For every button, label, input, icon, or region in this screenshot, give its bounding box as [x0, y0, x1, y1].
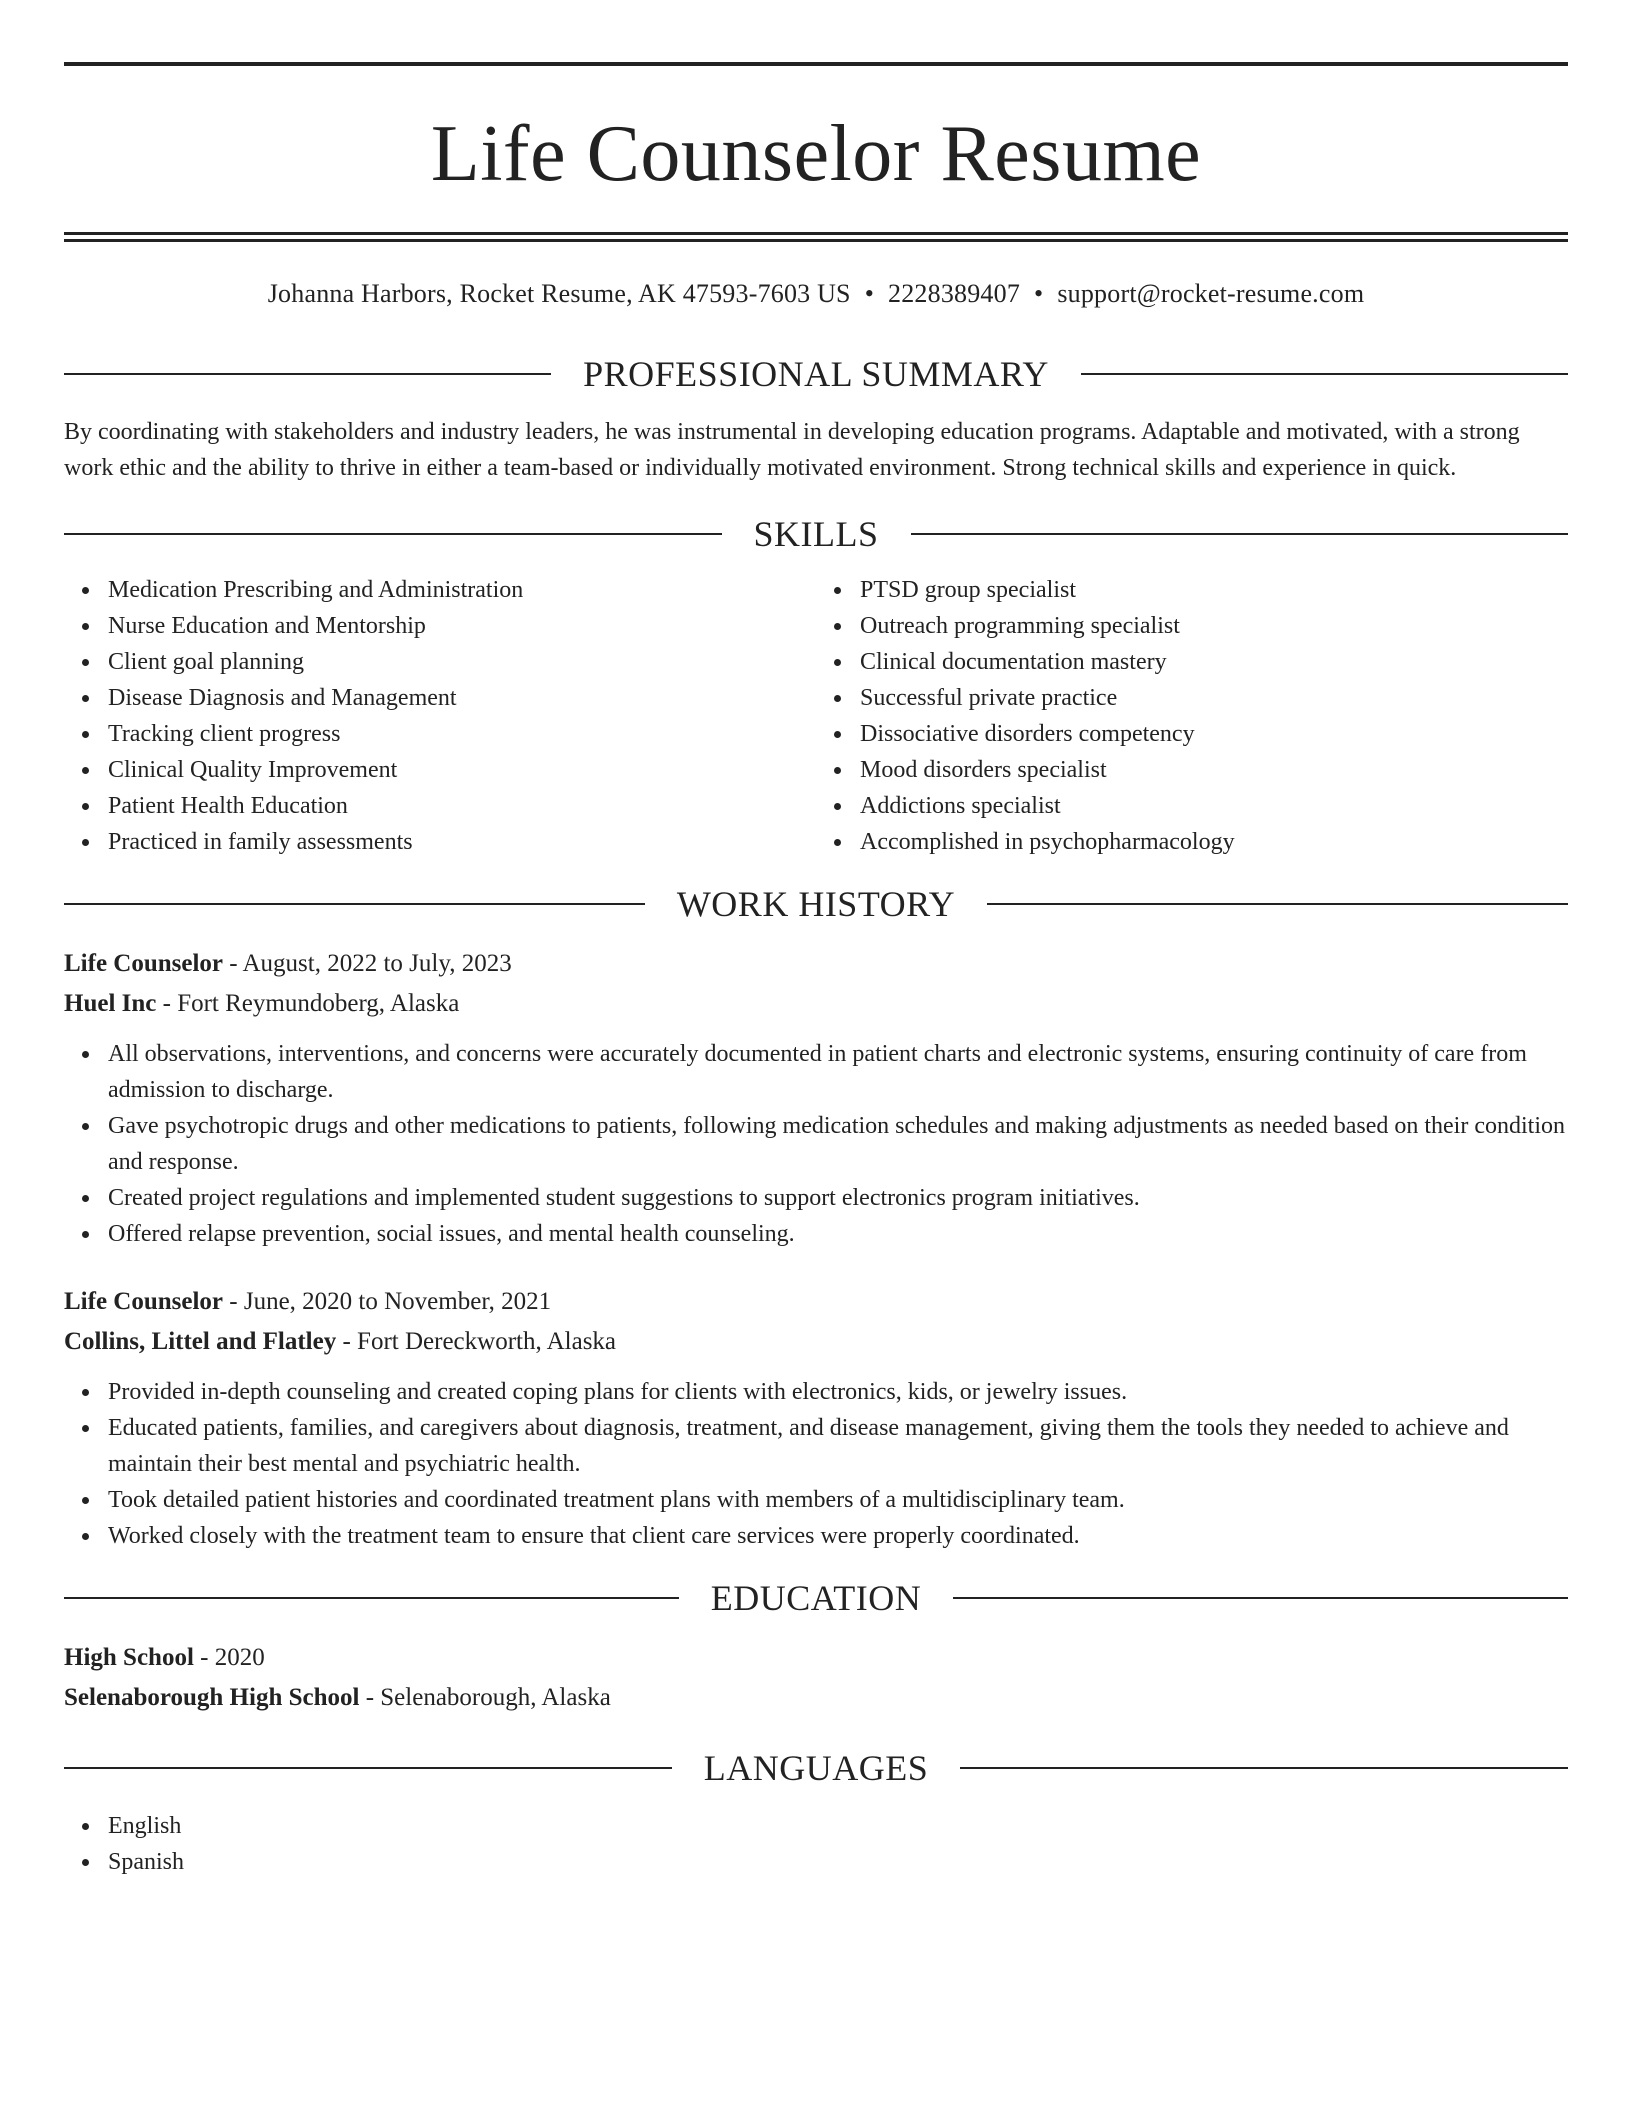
summary-text: By coordinating with stakeholders and industry leaders, he was instrumental in developing education programs. Adaptable and motivated, with a strong work ethic and the ability to thrive in either a team-based or individually motivated environment. Strong technical skills and experience in quick.: [64, 419, 1520, 481]
job-bullet: Provided in-depth counseling and created coping plans for clients with electronics, kids, or jewelry issues.: [108, 1374, 1568, 1410]
heading-rule: [64, 1767, 672, 1769]
skill-item: Patient Health Education: [108, 788, 816, 824]
languages-heading-label: LANGUAGES: [703, 1748, 929, 1788]
top-rule: [64, 62, 1568, 66]
heading-rule: [960, 1767, 1568, 1769]
work-history-heading-label: WORK HISTORY: [676, 884, 956, 924]
contact-address: Johanna Harbors, Rocket Resume, AK 47593-7603 US: [267, 279, 851, 308]
job-bullet: Offered relapse prevention, social issues, and mental health counseling.: [108, 1216, 1568, 1252]
skill-item: Dissociative disorders competency: [860, 716, 1568, 752]
job-dates: - August, 2022 to July, 2023: [223, 950, 512, 977]
contact-line: [64, 278, 1568, 310]
skill-item: Clinical Quality Improvement: [108, 752, 816, 788]
education-degree-line: [64, 1638, 1568, 1678]
title-double-rule: [64, 232, 1568, 242]
job-company-line: [64, 984, 1568, 1024]
skill-item: Clinical documentation mastery: [860, 644, 1568, 680]
job-title: Life Counselor: [64, 950, 224, 977]
job-location: - Fort Reymundoberg, Alaska: [156, 990, 460, 1017]
skill-item: Accomplished in psychopharmacology: [860, 824, 1568, 860]
job-bullets: [64, 1374, 1568, 1554]
education-heading: [64, 1576, 1568, 1620]
skills-heading: [64, 512, 1568, 556]
job-title-line: [64, 1282, 1568, 1322]
contact-separator: •: [864, 279, 875, 308]
heading-rule: [911, 533, 1569, 535]
heading-rule: [64, 903, 645, 905]
language-item: Spanish: [108, 1844, 1568, 1880]
job-bullet: All observations, interventions, and concerns were accurately documented in patient charts and electronic systems, ensuring continuity of care from admission to discharge.: [108, 1036, 1568, 1108]
contact-separator: •: [1034, 279, 1044, 308]
skill-item: Tracking client progress: [108, 716, 816, 752]
summary-heading-label: PROFESSIONAL SUMMARY: [583, 354, 1049, 394]
skill-item: Practiced in family assessments: [108, 824, 816, 860]
skills-column-left: [64, 572, 816, 860]
heading-rule: [64, 533, 722, 535]
education-entry: [64, 1638, 1568, 1718]
job-company: Collins, Littel and Flatley: [64, 1328, 337, 1355]
job-entry: [64, 1282, 1568, 1554]
languages-list: [64, 1808, 1568, 1880]
page-title: Life Counselor Resume: [430, 110, 1202, 198]
contact-email: support@rocket-resume.com: [1057, 279, 1365, 308]
job-company-line: [64, 1322, 1568, 1362]
skill-item: Addictions specialist: [860, 788, 1568, 824]
skill-item: Medication Prescribing and Administration: [108, 572, 816, 608]
languages-heading: [64, 1746, 1568, 1790]
job-title-line: [64, 944, 1568, 984]
summary-heading: [64, 352, 1568, 396]
job-bullet: Took detailed patient histories and coordinated treatment plans with members of a multidisciplinary team.: [108, 1482, 1568, 1518]
education-degree: High School: [64, 1644, 194, 1671]
job-bullet: Educated patients, families, and caregivers about diagnosis, treatment, and disease management, giving them the tools they needed to achieve and maintain their best mental and psychiatric health.: [108, 1410, 1568, 1482]
heading-rule: [1081, 373, 1568, 375]
education-school: Selenaborough High School: [64, 1684, 360, 1711]
skill-item: Disease Diagnosis and Management: [108, 680, 816, 716]
heading-rule: [64, 1597, 679, 1599]
heading-rule: [987, 903, 1568, 905]
skills-list: [64, 572, 1568, 860]
skill-item: PTSD group specialist: [860, 572, 1568, 608]
language-item: English: [108, 1808, 1568, 1844]
job-bullet: Created project regulations and implemented student suggestions to support electronics program initiatives.: [108, 1180, 1568, 1216]
job-location: - Fort Dereckworth, Alaska: [336, 1328, 617, 1355]
heading-rule: [953, 1597, 1568, 1599]
job-bullet: Worked closely with the treatment team to ensure that client care services were properly coordinated.: [108, 1518, 1568, 1554]
job-bullet: Gave psychotropic drugs and other medications to patients, following medication schedules and making adjustments as needed based on their condition and response.: [108, 1108, 1568, 1180]
skill-item: Client goal planning: [108, 644, 816, 680]
education-year: - 2020: [193, 1644, 265, 1671]
skills-heading-label: SKILLS: [753, 514, 879, 554]
skills-column-right: [816, 572, 1568, 860]
job-title: Life Counselor: [64, 1288, 224, 1315]
education-school-line: [64, 1678, 1568, 1718]
contact-phone: 2228389407: [888, 279, 1021, 308]
skill-item: Successful private practice: [860, 680, 1568, 716]
education-heading-label: EDUCATION: [710, 1578, 922, 1618]
job-company: Huel Inc: [64, 990, 157, 1017]
job-bullets: [64, 1036, 1568, 1252]
work-history-heading: [64, 882, 1568, 926]
education-location: - Selenaborough, Alaska: [359, 1684, 611, 1711]
skill-item: Nurse Education and Mentorship: [108, 608, 816, 644]
skill-item: Outreach programming specialist: [860, 608, 1568, 644]
heading-rule: [64, 373, 551, 375]
job-entry: [64, 944, 1568, 1252]
job-dates: - June, 2020 to November, 2021: [223, 1288, 552, 1315]
skill-item: Mood disorders specialist: [860, 752, 1568, 788]
